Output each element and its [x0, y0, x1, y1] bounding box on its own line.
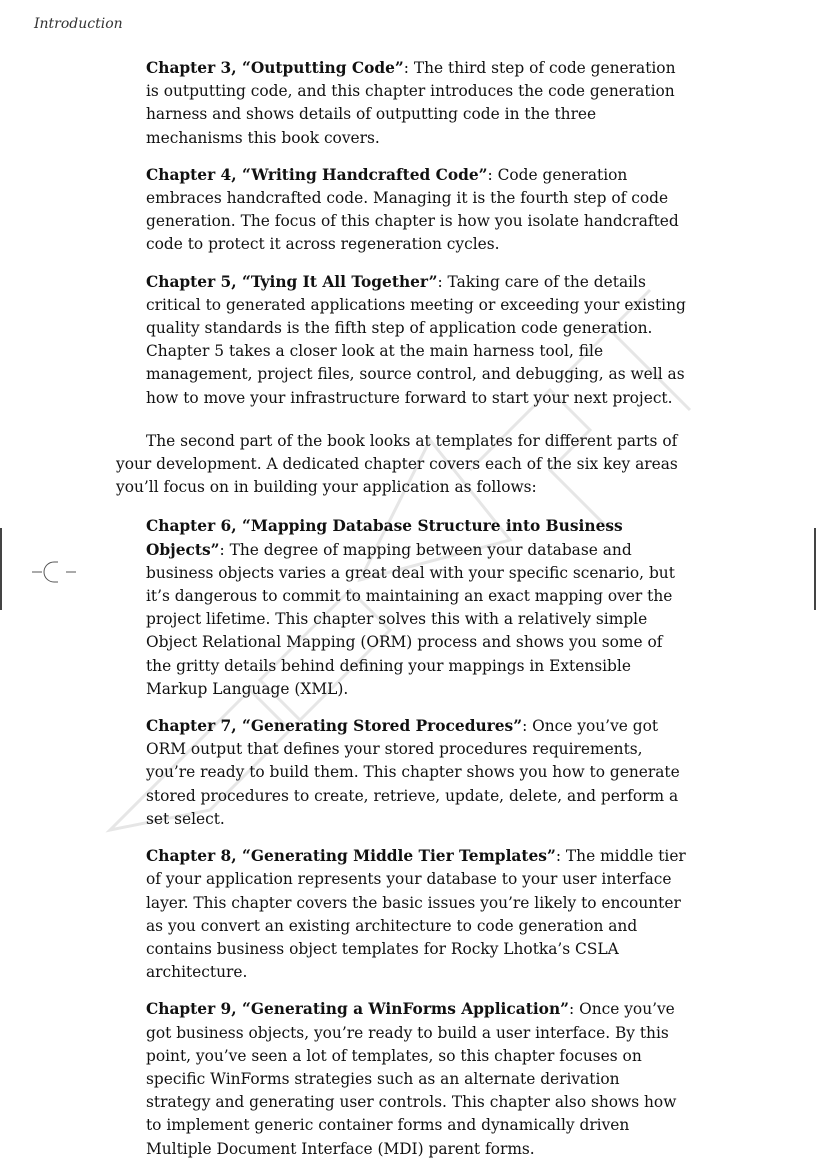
chapter-entry-4 — [146, 164, 686, 257]
chapter-entry-6 — [146, 515, 686, 701]
chapter-title: Chapter 4, “Writing Handcrafted Code” — [146, 165, 488, 184]
chapter-title: Chapter 6, “Mapping Database Structure into Business Objects” — [146, 517, 623, 559]
chapter-description: : The middle tier of your application represents your database to your user interface layer. This chapter covers the basic issues you’re likely to encounter as you convert an existing architecture to code generation and contains business object templates for Rocky Lhotka’s CSLA architecture. — [146, 847, 686, 982]
intro-paragraph: The second part of the book looks at templates for different parts of your development. A dedicated chapter covers each of the six key areas you’ll focus on in building your application as follows: — [116, 431, 678, 497]
registration-mark-icon — [32, 558, 78, 586]
page-content — [116, 57, 696, 1175]
chapter-entry-5 — [146, 271, 686, 410]
chapter-title: Chapter 5, “Tying It All Together” — [146, 272, 438, 291]
chapter-description: : Once you’ve got ORM output that defines your stored procedures requirements, you’re ready to build them. This chapter shows you how to generate stored procedures to create, retrieve, update, delete, and perform a set select. — [146, 717, 680, 828]
chapter-description: : Code generation embraces handcrafted code. Managing it is the fourth step of code generation. The focus of this chapter is how you isolate handcrafted code to protect it across regeneration cycles. — [146, 165, 679, 254]
chapter-entry-8 — [146, 845, 686, 984]
chapter-description: : Once you’ve got business objects, you’re ready to build a user interface. By this point, you’ve seen a lot of templates, so this chapter focuses on specific WinForms strategies such as an alternate derivation strategy and generating user controls. This chapter also shows how to implement generic container forms and dynamically driven Multiple Document Interface (MDI) parent forms. — [146, 1000, 677, 1158]
chapter-title: Chapter 7, “Generating Stored Procedures” — [146, 717, 523, 736]
chapter-title: Chapter 9, “Generating a WinForms Application” — [146, 1000, 569, 1019]
chapter-description: : Taking care of the details critical to generated applications meeting or exceeding your existing quality standards is the fifth step of application code generation. Chapter 5 takes a closer look at the main harness tool, file management, project files, source control, and debugging, as well as how to move your infrastructure forward to start your next project. — [146, 272, 686, 407]
chapter-description: : The degree of mapping between your database and business objects varies a great deal with your specific scenario, but it’s dangerous to commit to maintaining an exact mapping over the project lifetime. This chapter solves this with a relatively simple Object Relational Mapping (ORM) process and shows you some of the gritty details behind defining your mappings in Extensible Markup Language (XML). — [146, 540, 675, 698]
chapter-entry-7 — [146, 715, 686, 831]
crop-mark-left — [0, 528, 2, 610]
chapter-entry-3 — [146, 57, 686, 150]
chapter-entry-9 — [146, 998, 686, 1160]
running-head: Introduction — [34, 16, 123, 32]
chapter-title: Chapter 8, “Generating Middle Tier Templates” — [146, 847, 556, 866]
chapter-description: : The third step of code generation is outputting code, and this chapter introduces the code generation harness and shows details of outputting code in the three mechanisms this book covers. — [146, 59, 676, 147]
chapter-title: Chapter 3, “Outputting Code” — [146, 59, 404, 77]
